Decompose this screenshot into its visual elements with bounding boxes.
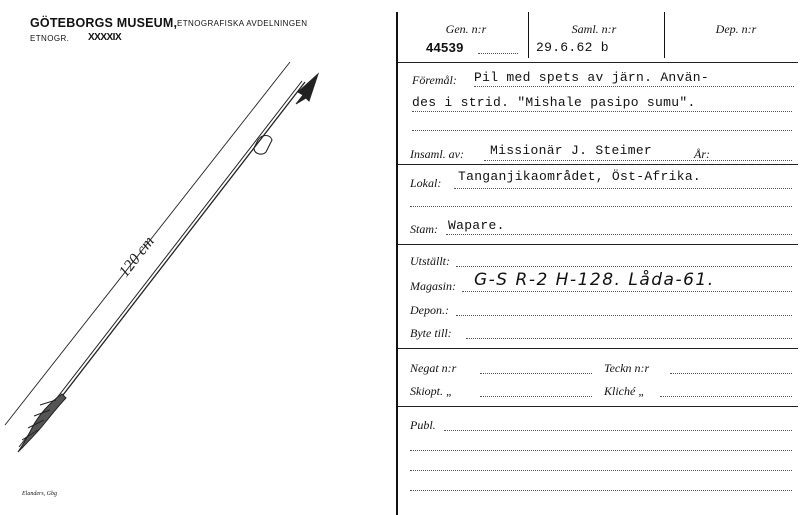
arrow-shaft-line-b	[19, 81, 302, 447]
catalog-form	[396, 0, 800, 515]
insaml-label: Insaml. av:	[410, 147, 464, 161]
column-divider-2	[664, 12, 665, 58]
stam-value: Wapare.	[448, 218, 505, 233]
rule-header	[398, 62, 798, 63]
printer-mark: Elanders, Gbg	[22, 491, 57, 497]
magasin-value: G-S R-2 H-128. Låda-61.	[474, 270, 715, 290]
dep-label: Dep. n:r	[715, 22, 757, 36]
rule-skiopt	[398, 406, 798, 407]
rule-stam	[398, 244, 798, 245]
insaml-value: Missionär J. Steimer	[490, 143, 653, 158]
section-label: ETNOGR.	[30, 34, 70, 43]
skiopt-label: Skiopt. „	[410, 384, 453, 398]
gen-label: Gen. n:r	[445, 22, 487, 36]
rule-insaml	[398, 164, 798, 165]
stam-label: Stam:	[410, 222, 438, 236]
arrow-shaft-line-a	[22, 82, 305, 448]
foremal-text-1: Pil med spets av järn. Använ-	[474, 70, 709, 85]
byte-label: Byte till:	[410, 326, 452, 340]
depon-label: Depon.:	[410, 303, 449, 317]
foremal-text-2: des i strid. "Mishale pasipo sumu".	[412, 95, 696, 110]
saml-number: 29.6.62 b	[536, 40, 609, 55]
gen-number: 44539	[426, 40, 464, 55]
column-divider-1	[528, 12, 529, 58]
rule-byte	[398, 348, 798, 349]
publ-label: Publ.	[410, 418, 436, 432]
magasin-label: Magasin:	[410, 279, 456, 293]
ar-label: År:	[694, 147, 710, 161]
museum-name: GÖTEBORGS MUSEUM,	[30, 16, 178, 30]
lokal-value: Tanganjikaområdet, Öst-Afrika.	[458, 169, 702, 184]
struck-out-text: XXXXIX	[88, 32, 122, 43]
negat-label: Negat n:r	[410, 361, 457, 375]
form-left-border	[396, 12, 398, 515]
lokal-label: Lokal:	[410, 176, 442, 190]
kliche-label: Kliché „	[604, 384, 645, 398]
arrow-drawing	[0, 50, 340, 470]
measurement-label: 120 cm	[115, 233, 158, 281]
fletching-icon	[18, 394, 66, 452]
teckn-label: Teckn n:r	[604, 361, 650, 375]
utstallt-label: Utställt:	[410, 254, 451, 268]
saml-label: Saml. n:r	[571, 22, 617, 36]
foremal-label: Föremål:	[412, 73, 457, 87]
department-name: ETNOGRAFISKA AVDELNINGEN	[177, 19, 308, 28]
